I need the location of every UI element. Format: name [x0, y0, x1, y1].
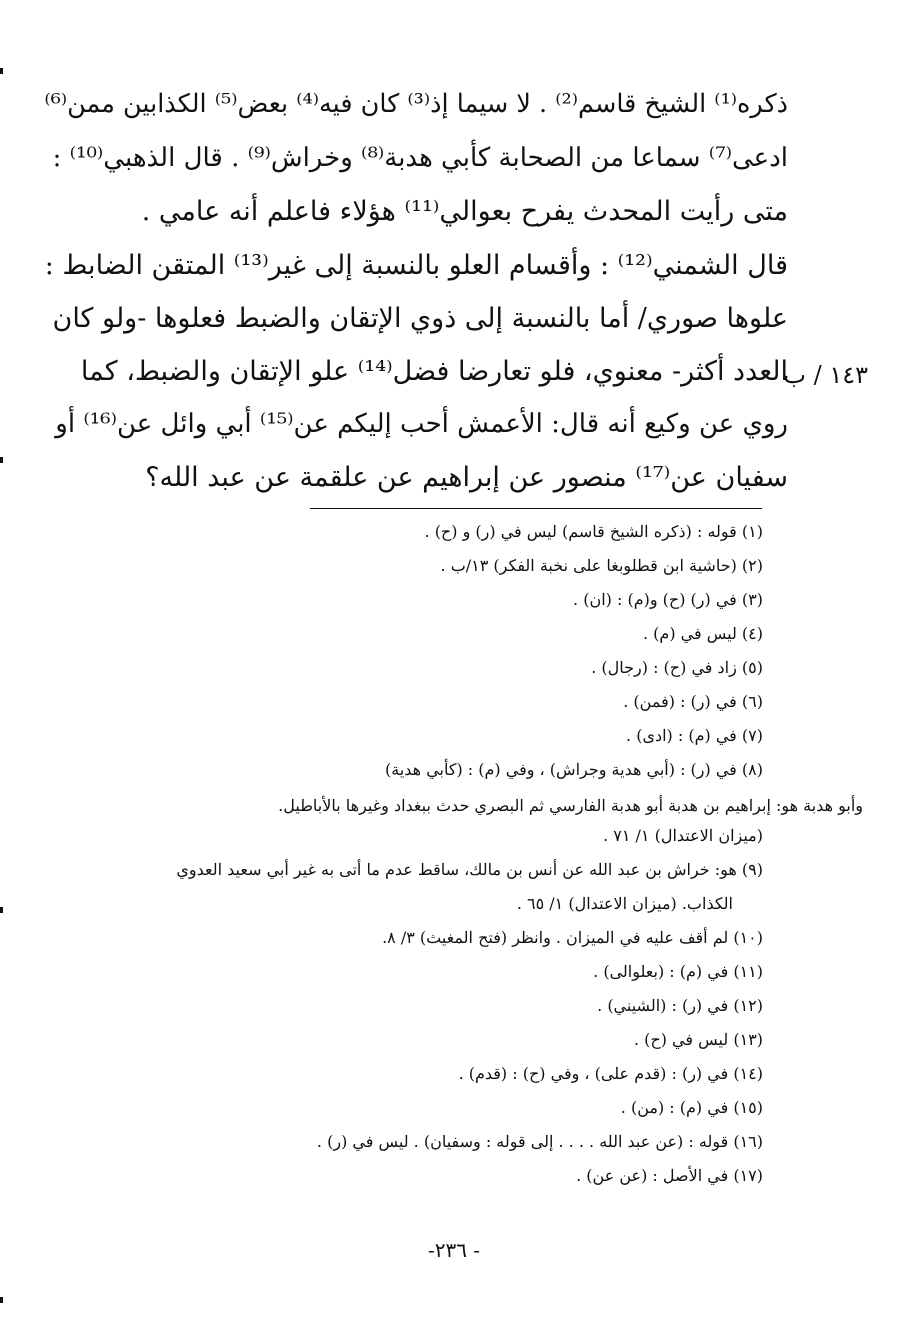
footnote: (١١) في (م) : (بعلوالى) .: [593, 962, 763, 981]
footnote: (١٥) في (م) : (من) .: [620, 1098, 763, 1117]
footnote: (١٤) في (ر) : (قدم على) ، وفي (ح) : (قدم) .: [458, 1064, 763, 1083]
footnote: (١٠) لم أقف عليه في الميزان . وانظر (فتح المغيث) ٣/ ٨.: [382, 928, 763, 947]
scan-edge-mark: [0, 68, 3, 74]
footnote: (٥) زاد في (ح) : (رجال) .: [591, 658, 763, 677]
footnote: (٩) هو: خراش بن عبد الله عن أنس بن مالك، ساقط عدم ما أتى به غير أبي سعيد العدوي: [176, 860, 763, 879]
scan-edge-mark: [0, 907, 3, 913]
footnote: (٧) في (م) : (ادى) .: [626, 726, 763, 745]
footnote: (٢) (حاشية ابن قطلوبغا على نخبة الفكر) ١٣/ب .: [440, 556, 763, 575]
main-text-line: متى رأيت المحدث يفرح بعوالي⁽¹¹⁾ هؤلاء فاعلم أنه عامي .: [141, 196, 788, 227]
footnote-continuation: وأبو هدبة هو: إبراهيم بن هدبة أبو هدبة الفارسي ثم البصري حدث ببغداد وغيرها بالأباطيل.: [278, 796, 863, 815]
footnote: (١٦) قوله : (عن عبد الله . . . . إلى قوله : وسفيان) . ليس في (ر) .: [316, 1132, 763, 1151]
footnote: (١) قوله : (ذكره الشيخ قاسم) ليس في (ر) و (ح) .: [424, 522, 763, 541]
footnote-continuation: الكذاب. (ميزان الاعتدال) ١/ ٦٥ .: [516, 894, 733, 913]
footnote: (١٢) في (ر) : (الشيني) .: [597, 996, 763, 1015]
footnote-divider: [310, 508, 762, 509]
footnote: (١٣) ليس في (ح) .: [633, 1030, 763, 1049]
main-text-line: روي عن وكيع أنه قال: الأعمش أحب إليكم عن⁽¹⁵⁾ أبي وائل عن⁽¹⁶⁾ أو: [55, 409, 788, 439]
folio-margin-note: ١٤٣ / ب: [783, 361, 868, 389]
main-text-line: ادعى⁽⁷⁾ سماعا من الصحابة كأبي هدبة⁽⁸⁾ وخراش⁽⁹⁾ . قال الذهبي⁽¹⁰⁾ :: [52, 143, 788, 173]
footnote: (١٧) في الأصل : (عن عن) .: [576, 1166, 763, 1185]
footnote: (٨) في (ر) : (أبي هدية وجراش) ، وفي (م) : (كأبي هدية): [385, 760, 763, 779]
scan-edge-mark: [0, 1297, 3, 1303]
main-text-line: ذكره⁽¹⁾ الشيخ قاسم⁽²⁾ . لا سيما إذ⁽³⁾ كان فيه⁽⁴⁾ بعض⁽⁵⁾ الكذابين ممن⁽⁶⁾: [44, 89, 788, 119]
footnote: (٣) في (ر) (ح) و(م) : (ان) .: [573, 590, 763, 609]
main-text-line: علوها صوري/ أما بالنسبة إلى ذوي الإتقان والضبط فعلوها -ولو كان: [52, 303, 788, 334]
footnote: (٦) في (ر) : (فمن) .: [623, 692, 763, 711]
footnote: (٤) ليس في (م) .: [643, 624, 763, 643]
page-number: - ٢٣٦-: [427, 1238, 481, 1262]
footnote-continuation: (ميزان الاعتدال) ١/ ٧١ .: [603, 826, 763, 845]
main-text-line: سفيان عن⁽¹⁷⁾ منصور عن إبراهيم عن علقمة عن عبد الله؟: [145, 462, 788, 493]
main-text-line: العدد أكثر- معنوي، فلو تعارضا فضل⁽¹⁴⁾ علو الإتقان والضبط، كما: [80, 356, 788, 387]
main-text-line: قال الشمني⁽¹²⁾ : وأقسام العلو بالنسبة إلى غير⁽¹³⁾ المتقن الضابط :: [44, 250, 788, 281]
scan-edge-mark: [0, 457, 3, 463]
